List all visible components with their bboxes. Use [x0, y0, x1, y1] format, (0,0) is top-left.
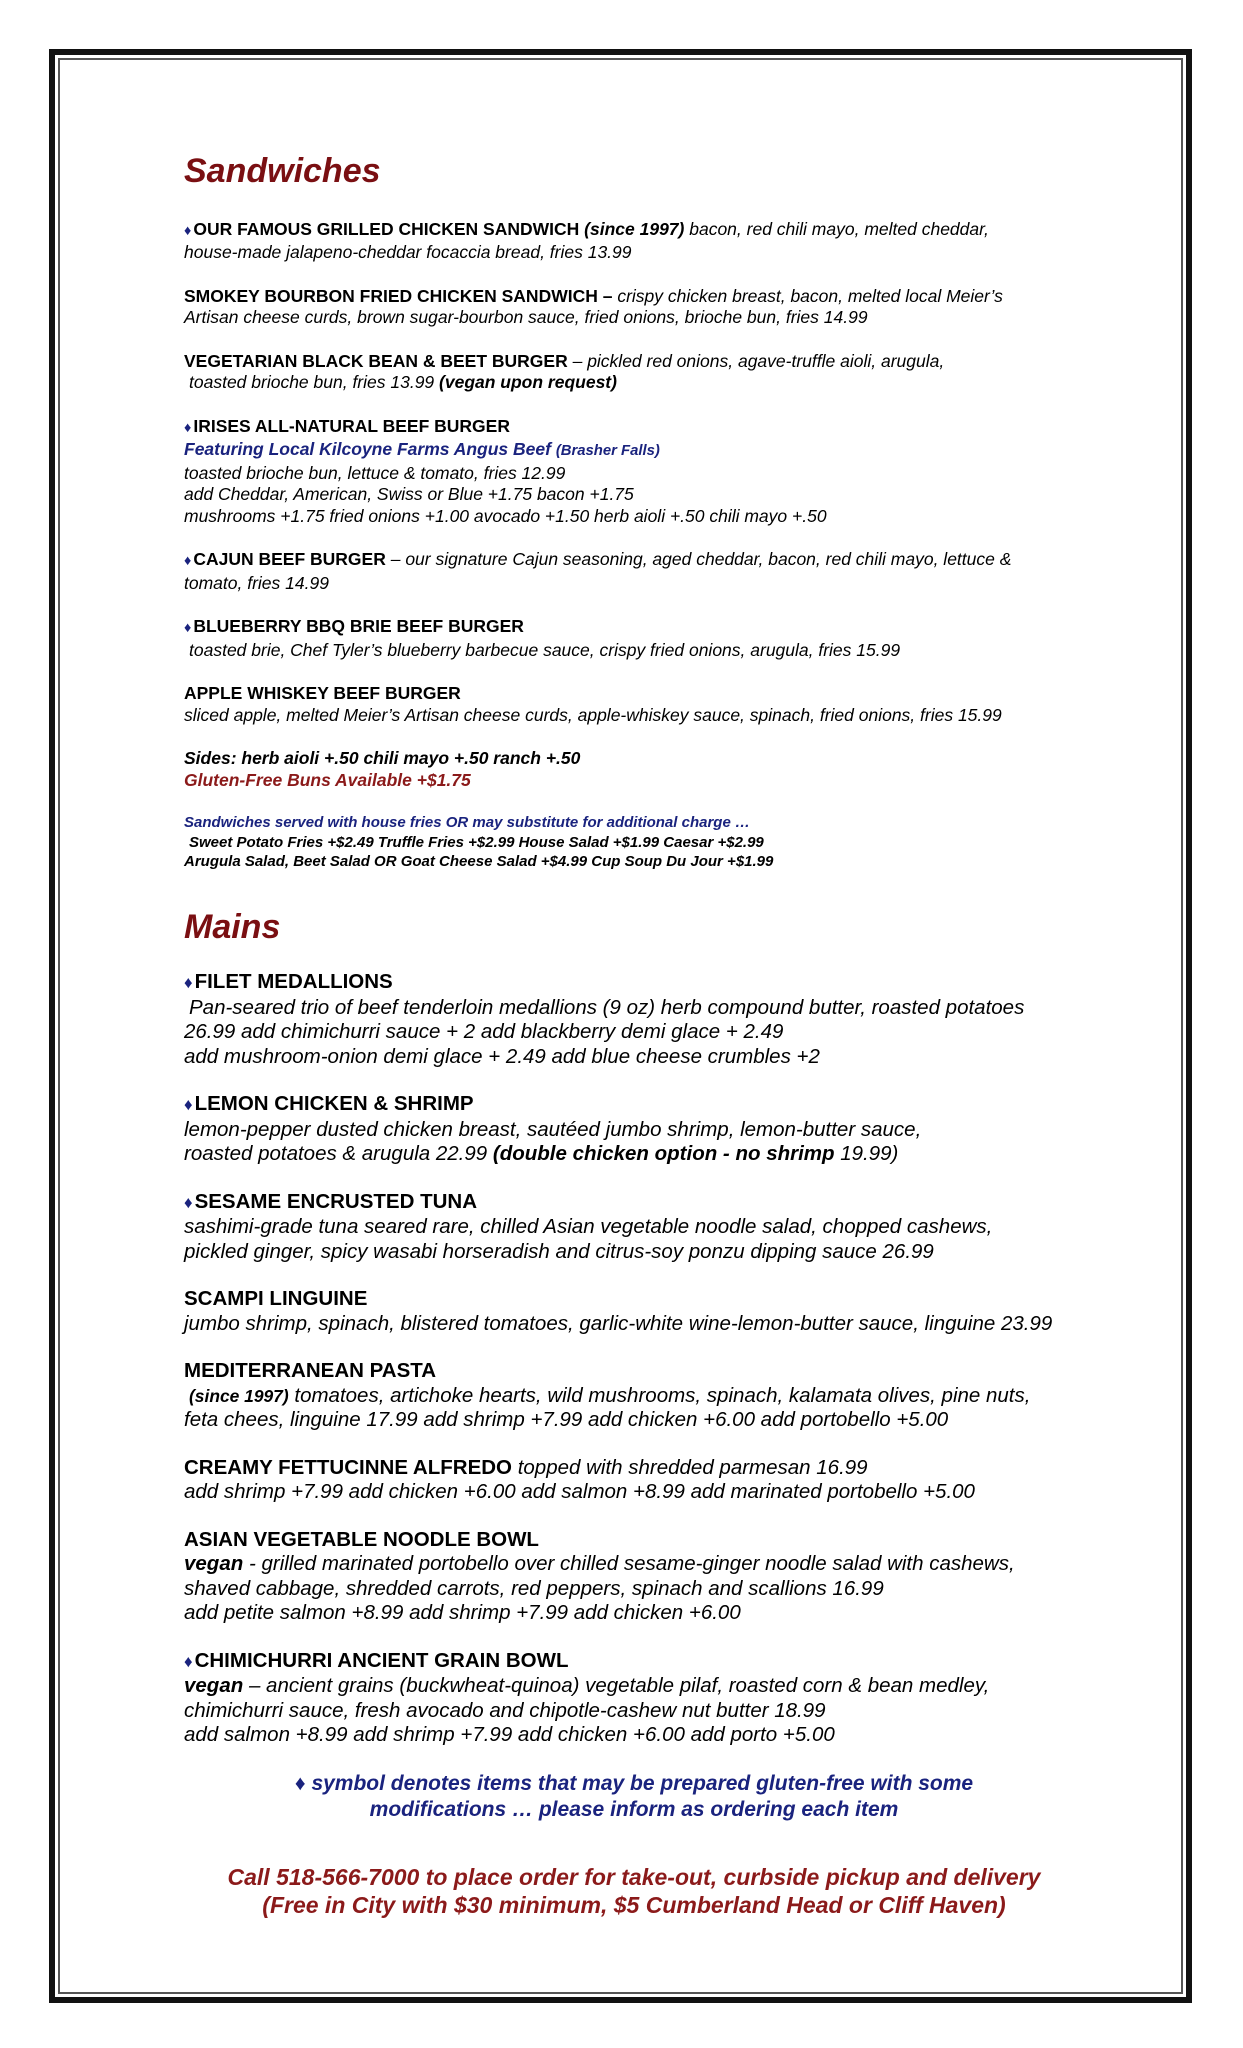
- item-addons: mushrooms +1.75 fried onions +1.00 avocado +1.50 herb aioli +.50 chili mayo +.50: [184, 505, 827, 526]
- substitutions-options: Sweet Potato Fries +$2.49 Truffle Fries +$2.99 House Salad +$1.99 Caesar +$2.99: [189, 833, 764, 851]
- item-desc: tomatoes, artichoke hearts, wild mushrooms, spinach, kalamata olives, pine nuts,: [288, 1383, 1031, 1407]
- gluten-free-diamond-icon: ♦: [184, 620, 192, 636]
- item-name: SESAME ENCRUSTED TUNA: [194, 1189, 478, 1213]
- callout-delivery-line: (Free in City with $30 minimum, $5 Cumberland Head or Cliff Haven): [262, 1891, 1006, 1918]
- item-desc: toasted brioche bun, fries 13.99: [189, 372, 440, 392]
- item-desc: crispy chicken breast, bacon, melted local Meier’s: [617, 285, 1003, 306]
- item-desc: sashimi-grade tuna seared rare, chilled Asian vegetable noodle salad, chopped cashews,: [184, 1215, 993, 1238]
- menu-item-chimichurri-grain-bowl: [184, 1649, 1084, 1748]
- item-desc: feta chees, linguine 17.99 add shrimp +7.99 add chicken +6.00 add portobello +5.00: [184, 1408, 949, 1431]
- gluten-free-footnote: [184, 1771, 1084, 1823]
- item-desc: tomato, fries 14.99: [184, 572, 329, 593]
- menu-item-mediterranean-pasta: [184, 1359, 1084, 1433]
- menu-item-filet-medallions: [184, 970, 1084, 1069]
- item-desc: sliced apple, melted Meier’s Artisan cheese curds, apple-whiskey sauce, spinach, fried onions, fries 15.99: [184, 704, 1002, 725]
- substitutions-intro: Sandwiches served with house fries OR may substitute for additional charge …: [184, 814, 750, 831]
- item-name: BLUEBERRY BBQ BRIE BEEF BURGER: [193, 616, 524, 636]
- item-name: SCAMPI LINGUINE: [184, 1287, 368, 1310]
- item-desc: chimichurri sauce, fresh avocado and chipotle-cashew nut butter 18.99: [184, 1698, 826, 1722]
- item-addons: add shrimp +7.99 add chicken +6.00 add salmon +8.99 add marinated portobello +5.00: [184, 1480, 975, 1503]
- item-name: ASIAN VEGETABLE NOODLE BOWL: [184, 1527, 539, 1551]
- menu-item-cajun-burger: [184, 549, 1084, 594]
- menu-item-smokey-bourbon: [184, 286, 1084, 329]
- item-vegan-label: vegan: [184, 1674, 244, 1697]
- item-addons: add Cheddar, American, Swiss or Blue +1.75 bacon +1.75: [184, 484, 634, 504]
- item-desc: roasted potatoes & arugula 22.99: [184, 1142, 493, 1165]
- item-name: CAJUN BEEF BURGER: [193, 549, 386, 569]
- item-name: CREAMY FETTUCINNE ALFREDO: [184, 1455, 512, 1479]
- item-vegan-label: vegan: [184, 1552, 244, 1575]
- sides-block: [184, 748, 1084, 791]
- item-desc: Pan-seared trio of beef tenderloin medallions (9 oz) herb compound butter, roasted potatoes: [189, 995, 1025, 1019]
- item-name: SMOKEY BOURBON FRIED CHICKEN SANDWICH: [184, 285, 598, 306]
- gluten-free-buns: Gluten-Free Buns Available +$1.75: [184, 769, 471, 790]
- item-separator: –: [567, 350, 588, 371]
- menu-item-grilled-chicken: [184, 219, 1084, 264]
- menu-content: [184, 150, 1084, 1919]
- item-desc: shaved cabbage, shredded carrots, red peppers, spinach and scallions 16.99: [184, 1576, 884, 1600]
- item-name: OUR FAMOUS GRILLED CHICKEN SANDWICH: [193, 218, 580, 239]
- menu-item-lemon-chicken-shrimp: [184, 1092, 1084, 1167]
- item-desc: toasted brioche bun, lettuce & tomato, fries 12.99: [184, 462, 566, 483]
- item-desc: jumbo shrimp, spinach, blistered tomatoes, garlic-white wine-lemon-butter sauce, linguine 23.99: [184, 1311, 1053, 1335]
- menu-item-asian-noodle-bowl: [184, 1528, 1084, 1626]
- gluten-free-diamond-icon: ♦: [184, 419, 192, 436]
- item-since: (since 1997): [189, 1385, 289, 1406]
- menu-item-black-bean-burger: [184, 351, 1084, 394]
- menu-item-fettucinne-alfredo: [184, 1456, 1084, 1505]
- item-desc: – ancient grains (buckwheat-quinoa) vegetable pilaf, roasted corn & bean medley,: [243, 1674, 990, 1697]
- item-desc: bacon, red chili mayo, melted cheddar,: [684, 218, 989, 239]
- gluten-free-diamond-icon: ♦: [184, 222, 192, 239]
- callout-phone-line: Call 518-566-7000 to place order for take-out, curbside pickup and delivery: [227, 1863, 1041, 1890]
- gluten-free-diamond-icon: ♦: [184, 553, 192, 569]
- footnote-line: symbol denotes items that may be prepared gluten-free with some: [311, 1771, 974, 1795]
- menu-item-irises-beef-burger: [184, 416, 1084, 528]
- item-separator: –: [385, 549, 406, 569]
- item-note: (double chicken option - no shrimp: [492, 1142, 835, 1165]
- gluten-free-diamond-icon: ♦: [294, 1771, 306, 1795]
- gluten-free-diamond-icon: ♦: [184, 1095, 193, 1114]
- item-name: LEMON CHICKEN & SHRIMP: [194, 1092, 474, 1115]
- item-desc: our signature Cajun seasoning, aged cheddar, bacon, red chili mayo, lettuce &: [405, 549, 1012, 569]
- item-desc: toasted brie, Chef Tyler’s blueberry barbecue sauce, crispy fried onions, arugula, fries 15.99: [189, 639, 901, 660]
- item-addons: add salmon +8.99 add shrimp +7.99 add chicken +6.00 add porto +5.00: [184, 1723, 835, 1746]
- item-desc: house-made jalapeno-cheddar focaccia bread, fries 13.99: [184, 242, 632, 262]
- item-desc: pickled ginger, spicy wasabi horseradish and citrus-soy ponzu dipping sauce 26.99: [184, 1239, 934, 1263]
- substitutions-options: Arugula Salad, Beet Salad OR Goat Cheese Salad +$4.99 Cup Soup Du Jour +$1.99: [184, 853, 774, 870]
- item-name: FILET MEDALLIONS: [194, 970, 393, 993]
- item-name: MEDITERRANEAN PASTA: [184, 1359, 437, 1382]
- item-name: IRISES ALL-NATURAL BEEF BURGER: [193, 415, 510, 436]
- item-name: VEGETARIAN BLACK BEAN & BEET BURGER: [184, 350, 568, 371]
- gluten-free-diamond-icon: ♦: [184, 1192, 193, 1212]
- menu-item-blueberry-bbq-burger: [184, 616, 1084, 661]
- item-featuring: Featuring Local Kilcoyne Farms Angus Beef: [184, 439, 551, 459]
- item-since: (since 1997): [584, 218, 685, 239]
- item-note: (vegan upon request): [439, 372, 617, 392]
- item-note-price: 19.99): [834, 1142, 899, 1165]
- menu-item-sesame-tuna: [184, 1190, 1084, 1265]
- menu-item-apple-whiskey-burger: [184, 683, 1084, 726]
- mains-title: Mains: [184, 907, 281, 946]
- item-addons: add mushroom-onion demi glace + 2.49 add blue cheese crumbles +2: [184, 1044, 820, 1068]
- sides-line: Sides: herb aioli +.50 chili mayo +.50 ranch +.50: [184, 748, 581, 768]
- substitutions-block: [184, 813, 1084, 872]
- item-desc: Artisan cheese curds, brown sugar-bourbon sauce, fried onions, brioche bun, fries 14.99: [184, 307, 868, 327]
- item-name: APPLE WHISKEY BEEF BURGER: [184, 683, 461, 703]
- item-featuring-origin: (Brasher Falls): [555, 443, 660, 459]
- footnote-line: modifications … please inform as ordering each item: [369, 1797, 899, 1821]
- gluten-free-diamond-icon: ♦: [184, 973, 193, 992]
- gluten-free-diamond-icon: ♦: [184, 1651, 193, 1671]
- item-desc: lemon-pepper dusted chicken breast, sautéed jumbo shrimp, lemon-butter sauce,: [184, 1117, 922, 1141]
- item-desc: topped with shredded parmesan 16.99: [512, 1455, 868, 1479]
- order-callout: [184, 1863, 1084, 1919]
- item-addons: add petite salmon +8.99 add shrimp +7.99 add chicken +6.00: [184, 1601, 741, 1624]
- item-name: CHIMICHURRI ANCIENT GRAIN BOWL: [194, 1648, 569, 1672]
- item-desc: 26.99 add chimichurri sauce + 2 add blackberry demi glace + 2.49: [184, 1020, 784, 1043]
- menu-item-scampi-linguine: [184, 1287, 1084, 1336]
- item-separator: –: [597, 285, 618, 306]
- sandwiches-title: Sandwiches: [184, 152, 381, 190]
- item-desc: pickled red onions, agave-truffle aioli, arugula,: [587, 350, 945, 371]
- item-desc: - grilled marinated portobello over chilled sesame-ginger noodle salad with cashews,: [243, 1552, 1015, 1575]
